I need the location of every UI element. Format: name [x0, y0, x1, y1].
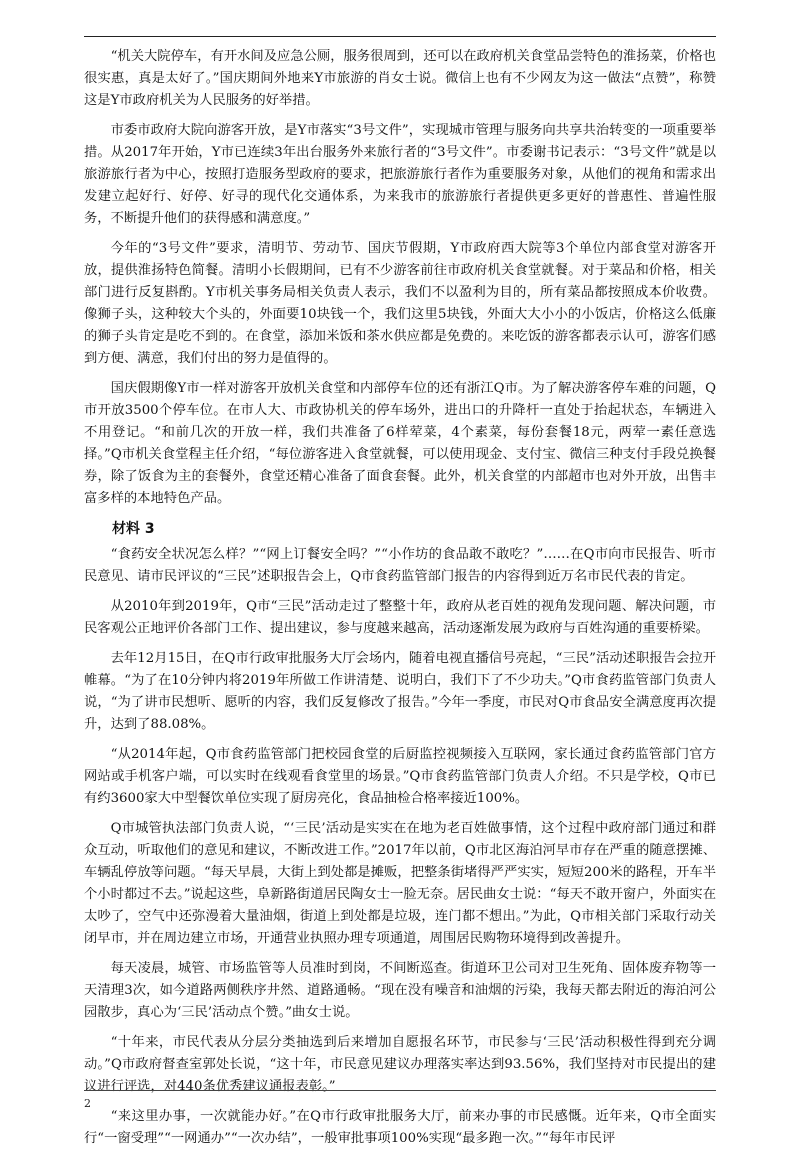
paragraph: 市委市政府大院向游客开放，是Y市落实“3号文件”，实现城市管理与服务向共享共治转变的一项重要举措。从2017年开始，Y市已连续3年出台服务外来旅行者的“3号文件”。市委谢书记表示：“3号文件”就是以旅游旅行者为中心，按照打造服务型政府的要求，把旅游旅行者作为重要服务对象，从他们的视角和需求出发建立起好行、好停、好寻的现代化交通体系，为来我市的旅游旅行者提供更多更好的普惠性、普遍性服务，不断提升他们的获得感和满意度。”	[84, 123, 716, 226]
paragraph: 国庆假期像Y市一样对游客开放机关食堂和内部停车位的还有浙江Q市。为了解决游客停车难的问题，Q市开放3500个停车位。在市人大、市政协机关的停车场外，进出口的升降杆一直处于抬起状态，车辆进入不用登记。“和前几次的开放一样，我们共准备了6样荤菜，4个素菜，每份套餐18元，两荤一素任意选择。”Q市机关食堂程主任介绍，“每位游客进入食堂就餐，可以使用现金、支付宝、微信三种支付手段兑换餐券，除了饭食为主的套餐外，食堂还精心准备了面食套餐。此外，机关食堂的内部超市也对外开放，出售丰富多样的本地特色产品。	[84, 381, 716, 506]
paragraph: 今年的“3号文件”要求，清明节、劳动节、国庆节假期，Y市政府西大院等3个单位内部食堂对游客开放，提供淮扬特色简餐。清明小长假期间，已有不少游客前往市政府机关食堂就餐。对于菜品和价格，相关部门进行反复斟酌。Y市机关事务局相关负责人表示，我们不以盈利为目的，所有菜品都按照成本价收费。像狮子头，这种较大个头的，外面要10块钱一个，我们这里5块钱，外面大大小小的小饭店，价格这么低廉的狮子头肯定是吃不到的。在食堂，添加米饭和茶水供应都是免费的。来吃饭的游客都表示认可，游客们感到方便、满意，我们付出的努力是值得的。	[84, 241, 716, 366]
paragraph: “从2014年起，Q市食药监管部门把校园食堂的后厨监控视频接入互联网，家长通过食药监管部门官方网站或手机客户端，可以实时在线观看食堂里的场景。”Q市食药监管部门负责人介绍。不只是学校，Q市已有约3600家大中型餐饮单位实现了厨房亮化，食品抽检合格率接近100%。	[84, 747, 716, 806]
paragraph: 去年12月15日，在Q市行政审批服务大厅会场内，随着电视直播信号亮起，“三民”活动述职报告会拉开帷幕。“为了在10分钟内将2019年所做工作讲清楚、说明白，我们下了不少功夫。”Q市食药监管部门负责人说，“为了讲市民想听、愿听的内容，我们反复修改了报告。”今年一季度，市民对Q市食品安全满意度再次提升，达到了88.08%。	[84, 651, 716, 732]
paragraph: “来这里办事，一次就能办好。”在Q市行政审批服务大厅，前来办事的市民感慨。近年来，Q市全面实行“一窗受理”“一网通办”“一次办结”，一般审批事项100%实现“最多跑一次。”“每年市民评	[84, 1109, 716, 1146]
paragraph: 每天凌晨，城管、市场监管等人员准时到岗，不间断巡查。街道环卫公司对卫生死角、固体废弃物等一天清理3次，如今道路两侧秩序井然、道路通畅。“现在没有噪音和油烟的污染，我每天都去附近的海泊河公园散步，真心为‘三民’活动点个赞。”曲女士说。	[84, 961, 716, 1020]
paragraph: 从2010年到2019年，Q市“三民”活动走过了整整十年，政府从老百姓的视角发现问题、解决问题，市民客观公正地评价各部门工作、提出建议，参与度越来越高，活动逐渐发展为政府与百姓沟通的重要桥梁。	[84, 599, 716, 636]
footer-rule	[84, 1090, 716, 1091]
paragraph: “十年来，市民代表从分层分类抽选到后来增加自愿报名环节，市民参与‘三民’活动积极性得到充分调动。”Q市政府督查室郭处长说，“这十年，市民意见建议办理落实率达到93.56%，我们坚持对市民提出的建议进行评选，对440条优秀建议通报表彰。”	[84, 1035, 716, 1094]
paragraph: “食药安全状况怎么样？”“网上订餐安全吗？”“小作坊的食品敢不敢吃？”……在Q市向市民报告、听市民意见、请市民评议的“三民”述职报告会上，Q市食药监管部门报告的内容得到近万名市民代表的肯定。	[84, 547, 716, 584]
section-title: 材料 3	[112, 521, 155, 537]
paragraph: Q市城管执法部门负责人说，“‘三民’活动是实实在在地为老百姓做事情，这个过程中政府部门通过和群众互动，听取他们的意见和建议，不断改进工作。”2017年以前，Q市北区海泊河早市存在严重的随意摆摊、车辆乱停放等问题。“每天早晨，大街上到处都是摊贩，把整条街堵得严严实实，短短200米的路程，开车半个小时都过不去。”说起这些，阜新路街道居民陶女士一脸无奈。居民曲女士说：“每天不敢开窗户，外面实在太吵了，空气中还弥漫着大量油烟，街道上到处都是垃圾，连门都不想出。”为此，Q市相关部门采取行动关闭早市，并在周边建立市场，开通营业执照办理专项通道，周围居民购物环境得到改善提升。	[84, 821, 716, 946]
paragraph: “机关大院停车，有开水间及应急公厕，服务很周到，还可以在政府机关食堂品尝特色的淮扬菜，价格也很实惠，真是太好了。”国庆期间外地来Y市旅游的肖女士说。微信上也有不少网友为这一做法“点赞”，称赞这是Y市政府机关为人民服务的好举措。	[84, 49, 716, 108]
document-body	[84, 46, 716, 1158]
header-rule	[84, 36, 716, 37]
page-number: 2	[84, 1097, 91, 1110]
